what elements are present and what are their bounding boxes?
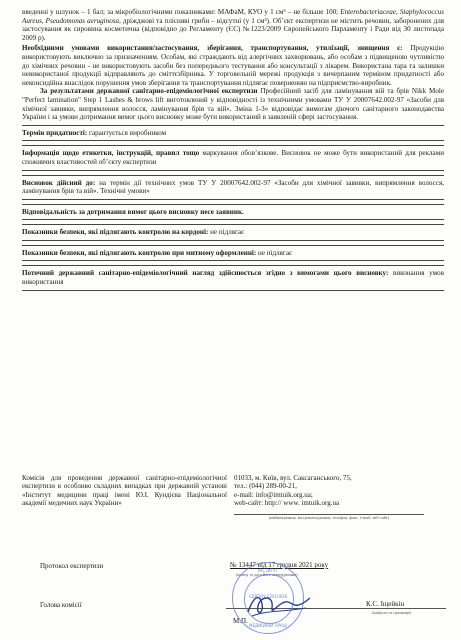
field-supervision: Поточний державний санітарно-епідеміологічний нагляд здійснюється згідно з вимогами цього висновку: виконання умов використання <box>22 265 444 290</box>
protocol-label: Протокол експертизи <box>40 562 104 570</box>
commission-address: 01033, м. Київ, вул. Саксаганського, 75, <box>234 474 352 482</box>
protocol-caption: (номер та дата його затвердження) <box>236 572 298 577</box>
commission-contacts <box>234 474 444 520</box>
protocol-value: № 13447 від 17 грудня 2021 року <box>230 561 329 569</box>
commission-website: web-сайт: http:// www. imtuik.org.ua <box>234 499 340 508</box>
commission-phone: тел.: (044) 289-00-21, <box>234 482 297 491</box>
stamp-place: М.П. <box>233 617 248 625</box>
conditions-heading: Необхідними умовами використання/застосування, зберігання, транспортування, утилізації, знищення є: <box>22 44 403 53</box>
intro-text-1: введенні у шлунок – 1 бал; за мікробіологічними показниками: МАФаМ, КУО у 1 см³ – не більше 100; <box>22 8 341 16</box>
conditions-text: Продукцію використовують виключно за призначенням. Особам, які страждають від алергічних захворювань, або особам з підвищеною чутливістю до хімічних речовин - не використовують засоби без попереднього тестування або консультації з лікарем. Використана тара та залишки невикористаної продукції відправляють до сміттєзбірника. У торговельній мережі продукція з вичерпаним терміном придатності або неконсидійна внаслідок порушення умов зберігання та транспортування підлягає поверненню на підприємство-виробник. <box>22 44 444 87</box>
field-responsibility: Відповідальність за дотримання вимог цього висновку несе заявник. <box>22 204 444 221</box>
head-label: Голова комісії <box>40 601 82 609</box>
signature-icon <box>244 590 314 620</box>
intro-bacteria: Enterobacteriaceae, Staphylococcus Aureus, Pseudomonas aeruginosa <box>22 8 444 25</box>
field-label-info: Інформація щодо етикетки, інструкцій, правил тощо маркування обов’язкове. Висновок не може бути використаний для реклами споживчих властивостей об’єкту експертизи <box>22 145 444 170</box>
field-customs-control: Показники безпеки, які підлягають контролю при митному оформленні: не підлягає <box>22 245 444 262</box>
field-shelf-life: Термін придатності: гарантується виробником <box>22 125 444 142</box>
conclusion-heading: За результатами державної санітарно-епідеміологічної експертизи <box>40 87 258 96</box>
intro-text-2: , дріжджові та плісняві гриби – відсутні (у 1 см³). Об’єкт експертизи не містить речовин, заборонених для застосування як сировина косметична (відповідно до Регламенту (ЄС) №1223/2009 Європейського Парламенту і Ради від 30 листопада 2009 р). <box>22 16 445 42</box>
head-caption: (ініціали та прізвище) <box>372 610 412 615</box>
head-name: К.С. Іщейкін <box>366 600 405 608</box>
field-border-control: Показники безпеки, які підлягають контролю на кордоні: не підлягає <box>22 224 444 241</box>
conditions-paragraph <box>22 44 444 87</box>
document-body <box>22 8 444 291</box>
commission-text: Комісія для проведення державної санітарно-епідеміологічної експертизи в особливо складних випадках при державній установі «Інститут медицини праці імені Ю.І. Кундієва Національної академії медичних наук України» <box>22 474 227 508</box>
intro-paragraph <box>22 8 444 42</box>
conclusion-text: Професійний засіб для ламінування вій та брів Nikk Mole "Perfect lamination" Step 1 Lashes & brows lift виготовлений у відповідності із технічними умовами ТУ У 20007642.002-97 «Засоби для хімічної завивки, випрямлення волосся, ламінування брів та вій». Зміна 1-3» відповідає вимогам діючого санітарного законодавства України і за умови дотримання вимог цього висновку може бути використаний в заявленій сфері застосування. <box>22 87 444 122</box>
official-stamp: ІНСТИТУТ ЄДРПОУ 02010936 МЕДИЦИНИ ПРАЦІ <box>232 562 304 634</box>
address-caption: (найменування, місцезнаходження, телефон, факс, e-mail, веб-сайт) <box>268 514 390 520</box>
field-valid-until: Висновок дійсний до: на термін дії технічних умов ТУ У 20007642.002-97 «Засоби для хімічної завивки, випрямлення волосся, ламінування брів та вій». Технічні умови» <box>22 175 444 200</box>
conclusion-paragraph <box>22 87 444 121</box>
commission-email: e-mail: info@imtuik.org.ua; <box>234 490 313 499</box>
